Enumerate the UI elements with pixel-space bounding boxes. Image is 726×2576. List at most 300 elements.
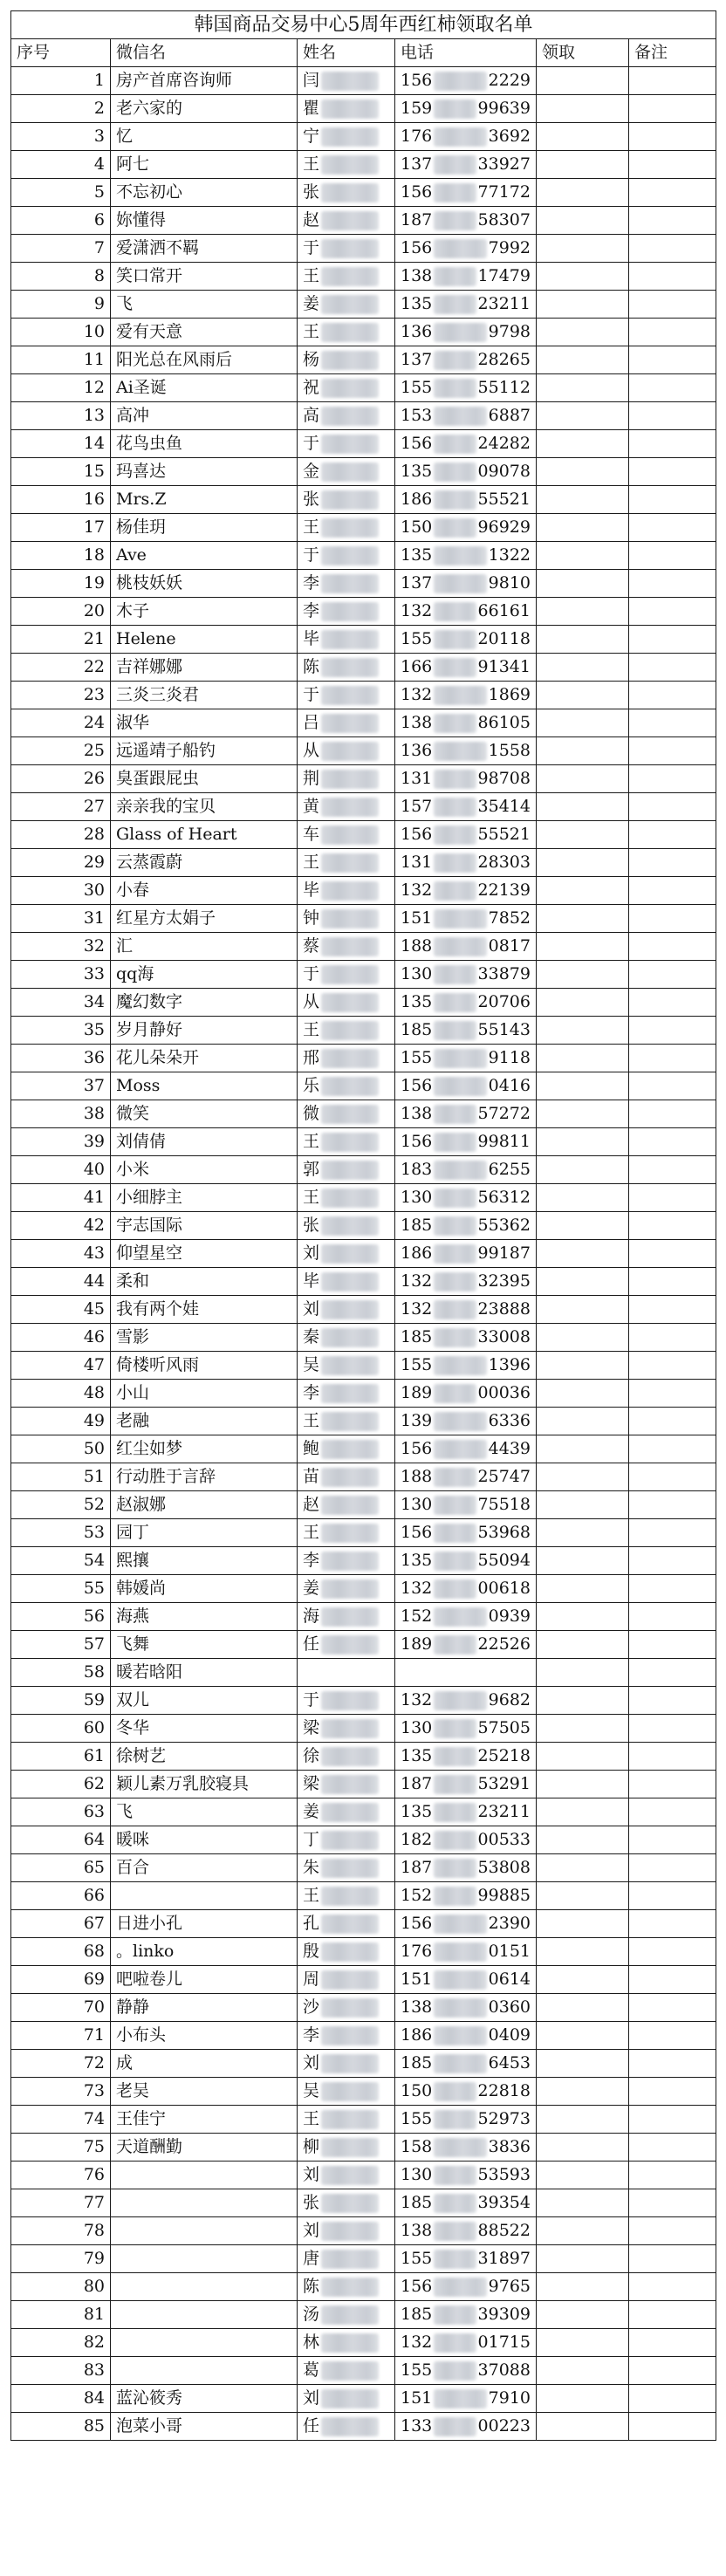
cell-wechat: 小山 bbox=[111, 1380, 298, 1408]
surname-text: 张 bbox=[303, 182, 320, 202]
phone-prefix: 185 bbox=[401, 2305, 433, 2324]
cell-name bbox=[298, 1156, 395, 1184]
cell-seq: 50 bbox=[11, 1435, 111, 1463]
cell-wechat: 魔幻数字 bbox=[111, 989, 298, 1017]
cell-note bbox=[629, 1408, 716, 1435]
phone-content bbox=[401, 2217, 531, 2244]
cell-phone bbox=[395, 1072, 537, 1100]
cell-note bbox=[629, 821, 716, 849]
name-redaction bbox=[321, 2361, 379, 2381]
cell-note bbox=[629, 67, 716, 95]
phone-redaction bbox=[434, 881, 476, 901]
cell-note bbox=[629, 1045, 716, 1072]
phone-prefix: 185 bbox=[401, 2053, 433, 2072]
name-redaction bbox=[321, 1496, 379, 1515]
cell-phone bbox=[395, 1296, 537, 1324]
cell-name bbox=[298, 1072, 395, 1100]
cell-note bbox=[629, 1128, 716, 1156]
name-redaction bbox=[321, 1272, 379, 1291]
cell-name bbox=[298, 291, 395, 319]
name-redaction bbox=[321, 1524, 379, 1543]
cell-note bbox=[629, 1547, 716, 1575]
surname-text: 蔡 bbox=[303, 936, 320, 956]
phone-content bbox=[401, 2413, 531, 2440]
cell-receive bbox=[537, 2273, 629, 2301]
header-wechat: 微信名 bbox=[111, 39, 298, 67]
cell-note bbox=[629, 2078, 716, 2106]
cell-receive bbox=[537, 346, 629, 374]
table-row bbox=[11, 542, 716, 570]
cell-wechat: 暖咪 bbox=[111, 1826, 298, 1854]
phone-redaction bbox=[434, 1915, 486, 1934]
cell-wechat: Moss bbox=[111, 1072, 298, 1100]
cell-note bbox=[629, 1882, 716, 1910]
cell-receive bbox=[537, 1771, 629, 1798]
phone-redaction bbox=[434, 1747, 476, 1766]
phone-redaction bbox=[434, 1356, 486, 1375]
phone-prefix: 156 bbox=[401, 238, 433, 257]
cell-seq: 49 bbox=[11, 1408, 111, 1435]
cell-note bbox=[629, 346, 716, 374]
name-redaction bbox=[321, 1719, 379, 1738]
table-row bbox=[11, 737, 716, 765]
phone-content bbox=[401, 2329, 531, 2356]
cell-note bbox=[629, 793, 716, 821]
cell-note bbox=[629, 151, 716, 179]
table-row bbox=[11, 2301, 716, 2329]
cell-wechat: 不忘初心 bbox=[111, 179, 298, 207]
cell-wechat: 静静 bbox=[111, 1994, 298, 2022]
phone-redaction bbox=[434, 183, 476, 202]
name-redaction bbox=[321, 99, 379, 119]
cell-name bbox=[298, 598, 395, 626]
cell-note bbox=[629, 989, 716, 1017]
cell-wechat: 笑口常开 bbox=[111, 263, 298, 291]
cell-receive bbox=[537, 1994, 629, 2022]
table-row bbox=[11, 1128, 716, 1156]
phone-content bbox=[401, 1687, 531, 1714]
cell-receive bbox=[537, 1045, 629, 1072]
phone-content bbox=[401, 737, 531, 764]
cell-seq: 43 bbox=[11, 1240, 111, 1268]
cell-seq: 85 bbox=[11, 2413, 111, 2441]
name-redaction bbox=[321, 1161, 379, 1180]
phone-prefix: 137 bbox=[401, 573, 433, 593]
cell-receive bbox=[537, 849, 629, 877]
cell-note bbox=[629, 1435, 716, 1463]
phone-redaction bbox=[434, 2389, 486, 2408]
surname-text: 金 bbox=[303, 462, 320, 481]
phone-prefix: 150 bbox=[401, 2081, 433, 2100]
cell-receive bbox=[537, 67, 629, 95]
phone-prefix: 130 bbox=[401, 1495, 433, 1514]
phone-prefix: 130 bbox=[401, 1718, 433, 1737]
cell-seq: 80 bbox=[11, 2273, 111, 2301]
phone-redaction bbox=[434, 1328, 476, 1347]
name-redaction bbox=[321, 602, 379, 621]
surname-text: 王 bbox=[303, 322, 320, 341]
cell-name bbox=[298, 430, 395, 458]
table-row bbox=[11, 2273, 716, 2301]
cell-name bbox=[298, 989, 395, 1017]
cell-receive bbox=[537, 1910, 629, 1938]
cell-name bbox=[298, 1045, 395, 1072]
cell-phone bbox=[395, 849, 537, 877]
cell-receive bbox=[537, 374, 629, 402]
cell-phone bbox=[395, 1575, 537, 1603]
cell-name bbox=[298, 1212, 395, 1240]
phone-content bbox=[401, 2385, 531, 2412]
cell-receive bbox=[537, 877, 629, 905]
cell-receive bbox=[537, 2022, 629, 2050]
phone-content bbox=[401, 989, 531, 1016]
name-redaction bbox=[321, 1021, 379, 1040]
cell-phone bbox=[395, 1100, 537, 1128]
phone-suffix: 52973 bbox=[477, 2109, 531, 2128]
phone-content bbox=[401, 2245, 531, 2272]
phone-suffix: 22526 bbox=[477, 1634, 531, 1654]
phone-prefix: 166 bbox=[401, 657, 433, 676]
name-redaction bbox=[321, 1216, 379, 1236]
phone-prefix: 157 bbox=[401, 797, 433, 816]
phone-prefix: 155 bbox=[401, 1355, 433, 1374]
phone-redaction bbox=[434, 2026, 486, 2045]
cell-receive bbox=[537, 654, 629, 682]
cell-name bbox=[298, 2273, 395, 2301]
cell-seq: 30 bbox=[11, 877, 111, 905]
table-row bbox=[11, 570, 716, 598]
cell-receive bbox=[537, 1854, 629, 1882]
cell-seq: 77 bbox=[11, 2189, 111, 2217]
cell-note bbox=[629, 1603, 716, 1631]
table-row bbox=[11, 2078, 716, 2106]
phone-content bbox=[401, 374, 531, 401]
cell-wechat: 爱有天意 bbox=[111, 319, 298, 346]
phone-prefix: 158 bbox=[401, 2137, 433, 2156]
name-redaction bbox=[321, 2026, 379, 2045]
phone-suffix: 9810 bbox=[488, 573, 531, 593]
cell-phone bbox=[395, 2385, 537, 2413]
cell-name bbox=[298, 1240, 395, 1268]
name-redaction bbox=[321, 546, 379, 565]
cell-wechat: 泡菜小哥 bbox=[111, 2413, 298, 2441]
cell-note bbox=[629, 1156, 716, 1184]
cell-name bbox=[298, 793, 395, 821]
table-row bbox=[11, 1380, 716, 1408]
phone-redaction bbox=[434, 1440, 486, 1459]
name-redaction bbox=[321, 630, 379, 649]
title-row bbox=[11, 11, 716, 39]
surname-text: 刘 bbox=[303, 2388, 320, 2408]
cell-note bbox=[629, 1240, 716, 1268]
surname-text: 梁 bbox=[303, 1718, 320, 1737]
name-redaction bbox=[321, 2082, 379, 2101]
phone-prefix: 188 bbox=[401, 936, 433, 956]
phone-redaction bbox=[434, 239, 486, 258]
phone-content bbox=[401, 654, 531, 681]
cell-wechat bbox=[111, 2245, 298, 2273]
name-redaction bbox=[321, 658, 379, 677]
cell-wechat bbox=[111, 2189, 298, 2217]
phone-redaction bbox=[434, 546, 486, 565]
cell-name bbox=[298, 765, 395, 793]
phone-redaction bbox=[434, 155, 476, 175]
table-row bbox=[11, 1491, 716, 1519]
table-row bbox=[11, 207, 716, 235]
cell-note bbox=[629, 682, 716, 709]
phone-suffix: 9765 bbox=[488, 2277, 531, 2296]
phone-suffix: 28303 bbox=[477, 853, 531, 872]
phone-prefix: 185 bbox=[401, 2193, 433, 2212]
phone-redaction bbox=[434, 1635, 476, 1655]
surname-text: 吴 bbox=[303, 1355, 320, 1374]
name-redaction bbox=[321, 1189, 379, 1208]
phone-prefix: 155 bbox=[401, 2249, 433, 2268]
phone-redaction bbox=[434, 323, 486, 342]
table-row bbox=[11, 1966, 716, 1994]
cell-wechat: Ai圣诞 bbox=[111, 374, 298, 402]
table-row bbox=[11, 291, 716, 319]
phone-redaction bbox=[434, 686, 486, 705]
cell-note bbox=[629, 1519, 716, 1547]
phone-content bbox=[401, 542, 531, 569]
cell-seq: 19 bbox=[11, 570, 111, 598]
cell-wechat: 老六家的 bbox=[111, 95, 298, 123]
cell-seq: 37 bbox=[11, 1072, 111, 1100]
phone-redaction bbox=[434, 853, 476, 873]
surname-text: 任 bbox=[303, 2416, 320, 2436]
table-row bbox=[11, 849, 716, 877]
header-name: 姓名 bbox=[298, 39, 395, 67]
surname-text: 李 bbox=[303, 1383, 320, 1402]
phone-suffix: 56312 bbox=[477, 1188, 531, 1207]
cell-name bbox=[298, 1268, 395, 1296]
cell-note bbox=[629, 458, 716, 486]
cell-seq: 1 bbox=[11, 67, 111, 95]
cell-seq: 67 bbox=[11, 1910, 111, 1938]
table-row bbox=[11, 877, 716, 905]
phone-redaction bbox=[434, 1021, 476, 1040]
cell-phone bbox=[395, 1603, 537, 1631]
cell-phone bbox=[395, 1380, 537, 1408]
cell-receive bbox=[537, 1659, 629, 1687]
phone-redaction bbox=[434, 993, 476, 1012]
phone-redaction bbox=[434, 1970, 486, 1990]
cell-phone bbox=[395, 235, 537, 263]
name-redaction bbox=[321, 686, 379, 705]
phone-prefix: 155 bbox=[401, 1048, 433, 1067]
cell-note bbox=[629, 1100, 716, 1128]
cell-phone bbox=[395, 793, 537, 821]
cell-name bbox=[298, 737, 395, 765]
cell-note bbox=[629, 765, 716, 793]
phone-redaction bbox=[434, 1161, 486, 1180]
phone-content bbox=[401, 207, 531, 234]
name-redaction bbox=[321, 518, 379, 538]
table-row bbox=[11, 346, 716, 374]
phone-suffix: 33879 bbox=[477, 964, 531, 983]
cell-receive bbox=[537, 737, 629, 765]
cell-seq: 17 bbox=[11, 514, 111, 542]
cell-receive bbox=[537, 1882, 629, 1910]
cell-phone bbox=[395, 291, 537, 319]
cell-wechat: 臭蛋跟屁虫 bbox=[111, 765, 298, 793]
phone-prefix: 151 bbox=[401, 2388, 433, 2408]
table-row bbox=[11, 1296, 716, 1324]
cell-name bbox=[298, 346, 395, 374]
name-redaction bbox=[321, 1049, 379, 1068]
cell-phone bbox=[395, 2134, 537, 2162]
name-redaction bbox=[321, 267, 379, 286]
cell-seq: 22 bbox=[11, 654, 111, 682]
phone-content bbox=[401, 1994, 531, 2021]
phone-suffix: 99639 bbox=[477, 99, 531, 118]
cell-name bbox=[298, 654, 395, 682]
phone-prefix: 156 bbox=[401, 1914, 433, 1933]
table-row bbox=[11, 1743, 716, 1771]
phone-redaction bbox=[434, 1105, 476, 1124]
table-row bbox=[11, 1017, 716, 1045]
cell-note bbox=[629, 1854, 716, 1882]
cell-seq: 20 bbox=[11, 598, 111, 626]
cell-phone bbox=[395, 765, 537, 793]
cell-phone bbox=[395, 2078, 537, 2106]
table-row bbox=[11, 1184, 716, 1212]
phone-redaction bbox=[434, 770, 476, 789]
phone-redaction bbox=[434, 267, 476, 286]
cell-wechat bbox=[111, 2162, 298, 2189]
cell-wechat: 宇志国际 bbox=[111, 1212, 298, 1240]
cell-wechat: 园丁 bbox=[111, 1519, 298, 1547]
phone-content bbox=[401, 2022, 531, 2049]
surname-text: 丁 bbox=[303, 1830, 320, 1849]
cell-seq: 74 bbox=[11, 2106, 111, 2134]
phone-prefix: 153 bbox=[401, 406, 433, 425]
surname-text: 王 bbox=[303, 266, 320, 285]
cell-seq: 44 bbox=[11, 1268, 111, 1296]
name-redaction bbox=[321, 826, 379, 845]
name-redaction bbox=[321, 1635, 379, 1655]
cell-seq: 82 bbox=[11, 2329, 111, 2357]
phone-redaction bbox=[434, 211, 476, 230]
cell-phone bbox=[395, 95, 537, 123]
cell-name bbox=[298, 1463, 395, 1491]
cell-receive bbox=[537, 263, 629, 291]
phone-prefix: 139 bbox=[401, 1411, 433, 1430]
table-row bbox=[11, 682, 716, 709]
name-redaction bbox=[321, 1300, 379, 1319]
cell-phone bbox=[395, 1659, 537, 1687]
cell-receive bbox=[537, 1128, 629, 1156]
phone-content bbox=[401, 1798, 531, 1826]
phone-content bbox=[401, 821, 531, 848]
table-row bbox=[11, 1240, 716, 1268]
table-row bbox=[11, 1715, 716, 1743]
cell-seq: 4 bbox=[11, 151, 111, 179]
cell-wechat: 杨佳玥 bbox=[111, 514, 298, 542]
cell-receive bbox=[537, 1491, 629, 1519]
phone-redaction bbox=[434, 1272, 476, 1291]
cell-wechat: 红尘如梦 bbox=[111, 1435, 298, 1463]
surname-text: 刘 bbox=[303, 2053, 320, 2072]
cell-receive bbox=[537, 1575, 629, 1603]
phone-prefix: 159 bbox=[401, 99, 433, 118]
phone-content bbox=[401, 2162, 531, 2189]
cell-phone bbox=[395, 709, 537, 737]
cell-name bbox=[298, 2385, 395, 2413]
cell-phone bbox=[395, 2217, 537, 2245]
cell-note bbox=[629, 1352, 716, 1380]
cell-name bbox=[298, 2078, 395, 2106]
surname-text: 于 bbox=[303, 238, 320, 257]
table-row bbox=[11, 95, 716, 123]
cell-seq: 2 bbox=[11, 95, 111, 123]
cell-seq: 24 bbox=[11, 709, 111, 737]
cell-note bbox=[629, 877, 716, 905]
surname-text: 沙 bbox=[303, 1997, 320, 2017]
phone-suffix: 0939 bbox=[488, 1607, 531, 1626]
cell-seq: 65 bbox=[11, 1854, 111, 1882]
phone-redaction bbox=[434, 407, 486, 426]
phone-prefix: 135 bbox=[401, 462, 433, 481]
phone-suffix: 4439 bbox=[488, 1439, 531, 1458]
phone-prefix: 138 bbox=[401, 1104, 433, 1123]
phone-redaction bbox=[434, 435, 476, 454]
phone-prefix: 132 bbox=[401, 1579, 433, 1598]
surname-text: 王 bbox=[303, 2109, 320, 2128]
cell-name bbox=[298, 1994, 395, 2022]
name-redaction bbox=[321, 1970, 379, 1990]
table-row bbox=[11, 1854, 716, 1882]
phone-redaction bbox=[434, 127, 486, 147]
cell-wechat: 冬华 bbox=[111, 1715, 298, 1743]
recipient-list-table bbox=[10, 10, 716, 2441]
cell-receive bbox=[537, 291, 629, 319]
phone-redaction bbox=[434, 630, 476, 649]
cell-seq: 58 bbox=[11, 1659, 111, 1687]
phone-content bbox=[401, 1240, 531, 1267]
cell-receive bbox=[537, 1324, 629, 1352]
surname-text: 钟 bbox=[303, 908, 320, 928]
cell-note bbox=[629, 2217, 716, 2245]
cell-receive bbox=[537, 1631, 629, 1659]
phone-prefix: 137 bbox=[401, 350, 433, 369]
cell-phone bbox=[395, 263, 537, 291]
cell-note bbox=[629, 2413, 716, 2441]
cell-name bbox=[298, 1435, 395, 1463]
cell-receive bbox=[537, 793, 629, 821]
phone-content bbox=[401, 1156, 531, 1183]
surname-text: 于 bbox=[303, 434, 320, 453]
cell-phone bbox=[395, 1994, 537, 2022]
cell-name bbox=[298, 514, 395, 542]
cell-phone bbox=[395, 1826, 537, 1854]
cell-receive bbox=[537, 2301, 629, 2329]
surname-text: 徐 bbox=[303, 1746, 320, 1765]
phone-content bbox=[401, 1380, 531, 1407]
phone-content bbox=[401, 2106, 531, 2133]
phone-content bbox=[401, 961, 531, 988]
table-row bbox=[11, 374, 716, 402]
phone-suffix: 53808 bbox=[477, 1858, 531, 1877]
surname-text: 闫 bbox=[303, 71, 320, 90]
table-row bbox=[11, 151, 716, 179]
table-row bbox=[11, 1631, 716, 1659]
cell-name bbox=[298, 1296, 395, 1324]
cell-name bbox=[298, 1826, 395, 1854]
cell-phone bbox=[395, 67, 537, 95]
cell-phone bbox=[395, 2022, 537, 2050]
